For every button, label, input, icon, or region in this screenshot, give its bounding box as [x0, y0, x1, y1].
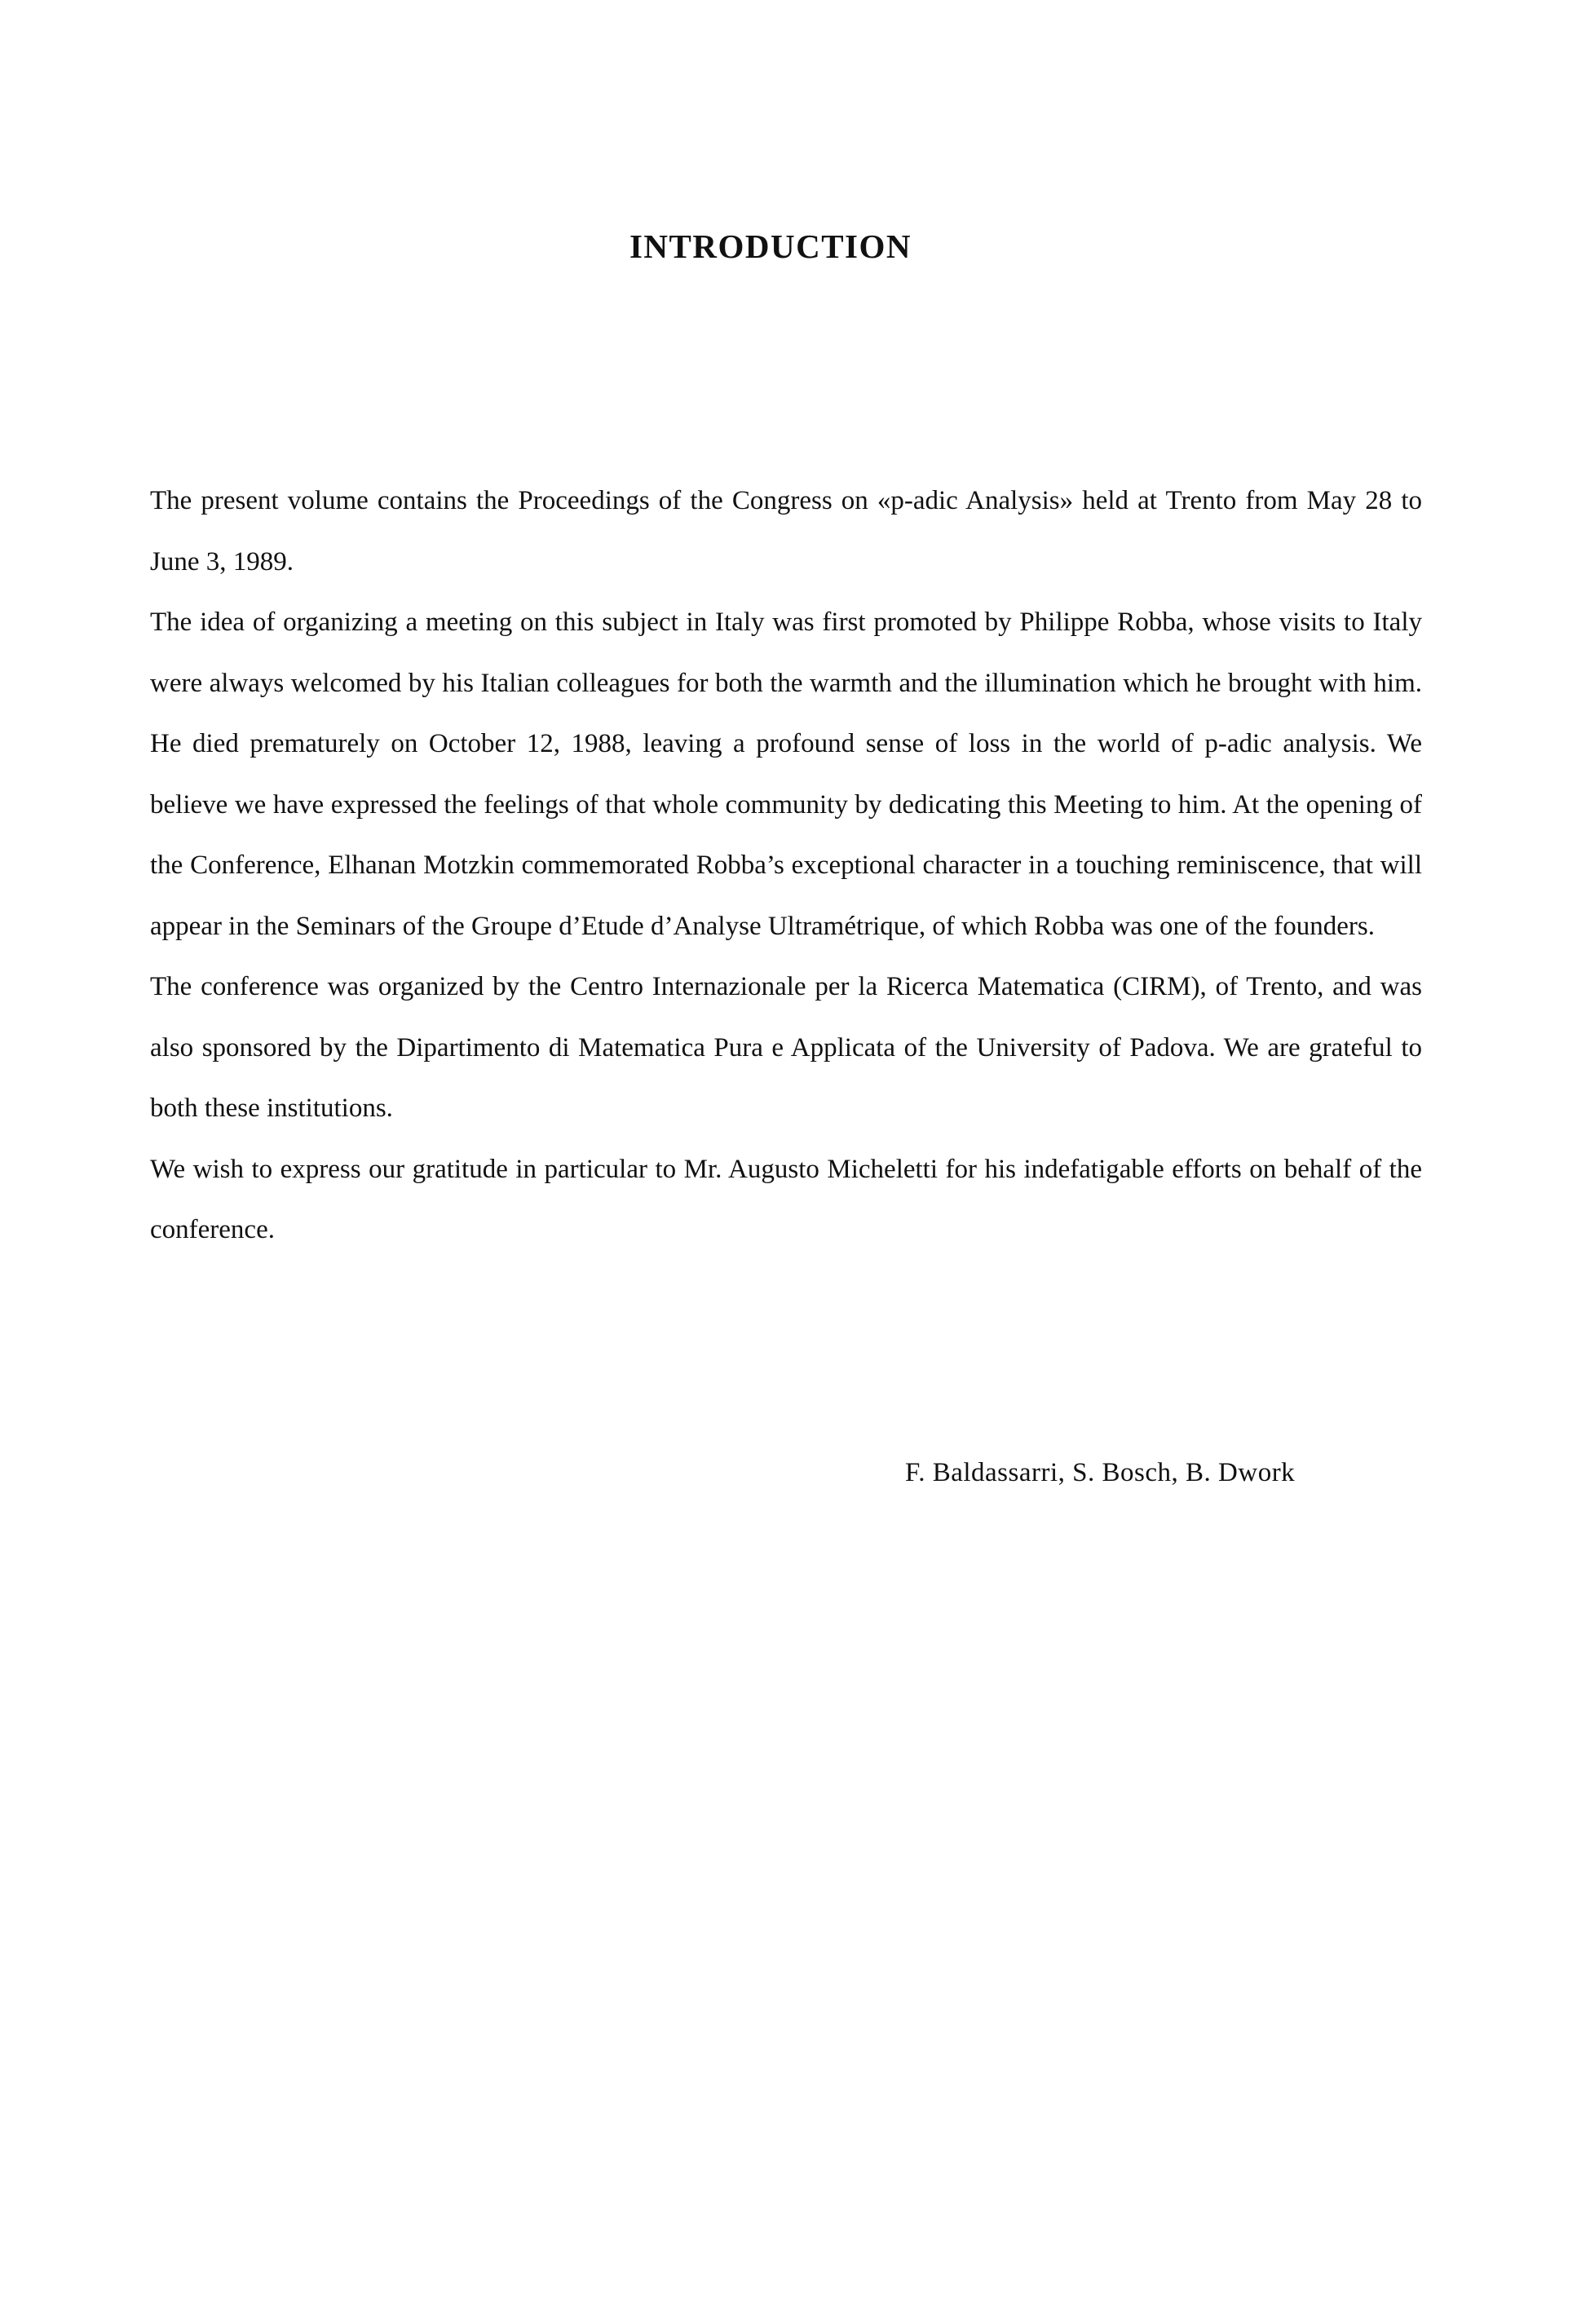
- paragraph-robba-dedication: The idea of organizing a meeting on this subject in Italy was first promoted by Philippe Robba, whose visits to Italy were always welcomed by his Italian colleagues for both the warmth and the illumination which he brought with him. He died prematurely on October 12, 1988, leaving a profound sense of loss in the world of p-adic analysis. We believe we have expressed the feelings of that whole community by dedicating this Meeting to him. At the opening of the Conference, Elhanan Motzkin commemorated Robba’s exceptional character in a touching reminiscence, that will appear in the Seminars of the Groupe d’Etude d’Analyse Ultramétrique, of which Robba was one of the founders.: [150, 608, 1422, 941]
- paragraph-organizers: The conference was organized by the Centro Internazionale per la Ricerca Matematica (CIRM), of Trento, and was also sponsored by the Dipartimento di Matematica Pura e Applicata of the University of Padova. We are grateful to both these institutions.: [150, 972, 1422, 1123]
- page-title: INTRODUCTION: [629, 228, 912, 265]
- editors-signature: F. Baldassarri, S. Bosch, B. Dwork: [905, 1458, 1296, 1487]
- paragraph-acknowledgement: We wish to express our gratitude in particular to Mr. Augusto Micheletti for his indefatigable efforts on behalf of the conference.: [150, 1154, 1422, 1244]
- introduction-body: [150, 471, 1422, 1261]
- paragraph-proceedings: The present volume contains the Proceedings of the Congress on «p-adic Analysis» held at Trento from May 28 to June 3, 1989.: [150, 486, 1422, 577]
